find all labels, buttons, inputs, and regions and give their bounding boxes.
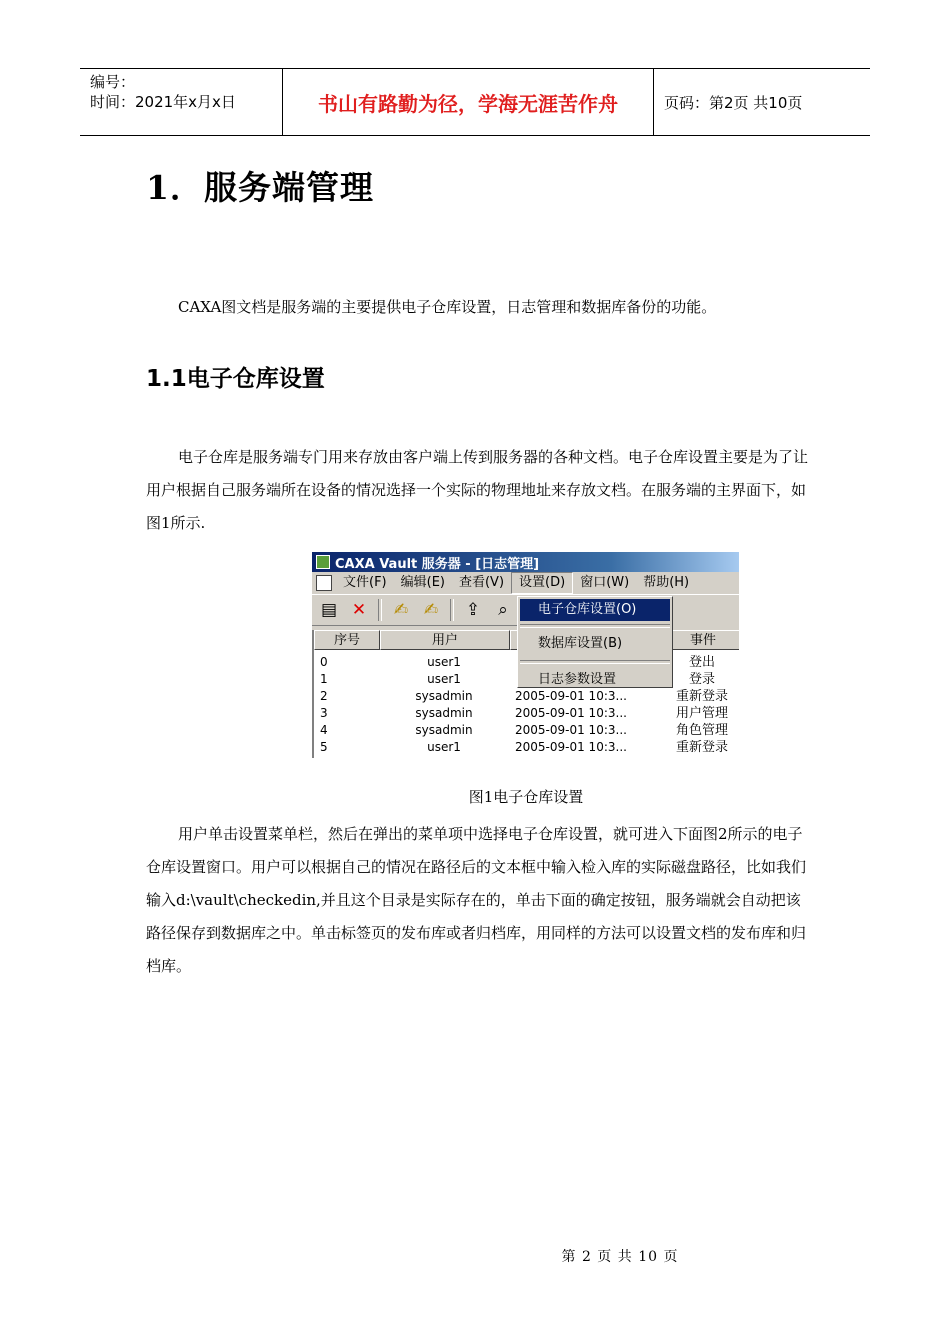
instruction-paragraph: 用户单击设置菜单栏，然后在弹出的菜单项中选择电子仓库设置，就可进入下面图2所示的电子仓库设置窗口。用户可以根据自己的情况在路径后的文本框中输入检入库的实际磁盘路径，比如我们输入d:\vault\checkedin,并且这个目录是实际存在的，单击下面的确定按钮，服务端就会自动把该路径保存到数据库之中。单击标签页的发布库或者归档库，用同样的方法可以设置文档的发布库和归档库。 bbox=[146, 825, 807, 975]
export-icon[interactable]: ⇪ bbox=[465, 600, 481, 620]
app-icon bbox=[316, 555, 330, 569]
menu-help[interactable]: 帮助(H) bbox=[643, 575, 690, 590]
table-row[interactable]: 2 sysadmin 2005-09-01 10:3... 重新登录 bbox=[320, 689, 728, 704]
intro-paragraph: CAXA图文档是服务端的主要提供电子仓库设置，日志管理和数据库备份的功能。 bbox=[178, 298, 717, 316]
repository-paragraph: 电子仓库是服务端专门用来存放由客户端上传到服务器的各种文档。电子仓库设置主要是为了让用户根据自己服务端所在设备的情况选择一个实际的物理地址来存放文档。在服务端的主界面下，如图1所示. bbox=[146, 448, 809, 532]
delete-icon[interactable]: ✕ bbox=[351, 600, 367, 620]
menu-bar bbox=[312, 572, 739, 594]
header-meta bbox=[80, 69, 282, 135]
log-view-icon[interactable]: ▤ bbox=[320, 600, 338, 620]
menu-settings[interactable]: 设置(D) bbox=[511, 572, 573, 594]
table-row[interactable]: 1 user1 登录 bbox=[320, 672, 715, 687]
column-header-index[interactable]: 序号 bbox=[314, 630, 380, 650]
menu-item-database-settings[interactable]: 数据库设置(B) bbox=[538, 636, 623, 651]
table-row[interactable]: 5 user1 2005-09-01 10:3... 重新登录 bbox=[320, 740, 728, 755]
date-label: 时间：2021年x月x日 bbox=[90, 93, 236, 111]
menu-edit[interactable]: 编辑(E) bbox=[400, 575, 445, 590]
role-edit-icon[interactable]: ✍ bbox=[423, 600, 439, 620]
vault-server-screenshot bbox=[312, 552, 739, 758]
figure-caption: 图1电子仓库设置 bbox=[468, 788, 584, 806]
menu-separator bbox=[520, 660, 670, 664]
window-title: CAXA Vault 服务器 - [日志管理] bbox=[335, 556, 540, 572]
window-titlebar bbox=[312, 552, 739, 572]
column-header-user[interactable]: 用户 bbox=[380, 630, 510, 650]
user-edit-icon[interactable]: ✍ bbox=[393, 600, 409, 620]
table-row[interactable]: 4 sysadmin 2005-09-01 10:3... 角色管理 bbox=[320, 723, 728, 738]
page-footer: 第 2 页 共 10 页 bbox=[561, 1249, 679, 1265]
toolbar-separator bbox=[450, 599, 454, 621]
menu-item-log-settings[interactable]: 日志参数设置 bbox=[538, 672, 617, 687]
chapter-title: 1．服务端管理 bbox=[146, 168, 374, 207]
header-page-label: 页码：第2页 共10页 bbox=[664, 93, 803, 112]
menu-file[interactable]: 文件(F) bbox=[343, 575, 387, 590]
settings-dropdown-menu bbox=[517, 596, 673, 688]
column-header-event[interactable]: 事件 bbox=[665, 630, 739, 650]
table-row[interactable]: 3 sysadmin 2005-09-01 10:3... 用户管理 bbox=[320, 706, 728, 721]
toolbar-extension bbox=[673, 598, 739, 630]
menu-item-repository-settings[interactable]: 电子仓库设置(O) bbox=[520, 599, 670, 621]
table-row[interactable]: 0 user1 登出 bbox=[320, 655, 715, 670]
document-icon bbox=[316, 575, 332, 591]
menu-window[interactable]: 窗口(W) bbox=[580, 575, 630, 590]
find-icon[interactable]: ⌕ bbox=[498, 600, 508, 620]
section-title: 1.1电子仓库设置 bbox=[146, 366, 325, 392]
page-header bbox=[80, 68, 870, 136]
header-motto: 书山有路勤为径，学海无涯苦作舟 bbox=[282, 69, 654, 135]
number-label: 编号： bbox=[90, 73, 136, 91]
menu-view[interactable]: 查看(V) bbox=[458, 575, 505, 590]
menu-separator bbox=[520, 624, 670, 628]
toolbar-separator bbox=[378, 599, 382, 621]
